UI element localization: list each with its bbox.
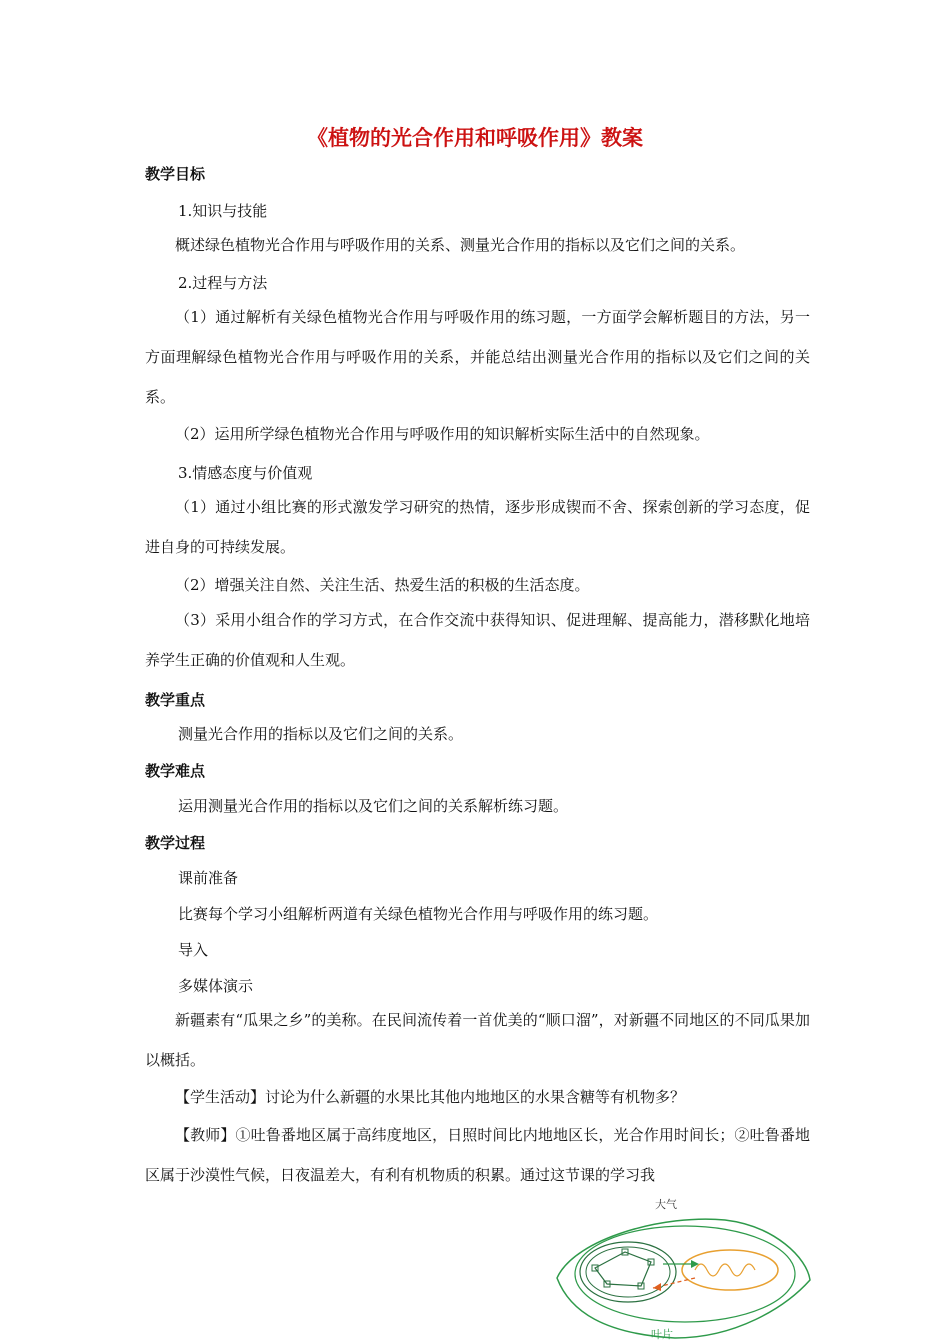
paragraph-student-activity: 【学生活动】讨论为什么新疆的水果比其他内地地区的水果含糖等有机物多？	[175, 1088, 686, 1106]
paragraph-attitude-2: （2）增强关注自然、关注生活、热爱生活的积极的生活态度。	[175, 576, 590, 594]
paragraph-teaching-key: 测量光合作用的指标以及它们之间的关系。	[178, 725, 464, 743]
paragraph-teaching-difficulty: 运用测量光合作用的指标以及它们之间的关系解析练习题。	[178, 797, 569, 815]
paragraph-teacher: 【教师】①吐鲁番地区属于高纬度地区，日照时间比内地地区长，光合作用时间长；②吐鲁番地区属于沙漠性气候，日夜温差大，有利有机物质的积累。通过这节课的学习我	[145, 1126, 810, 1184]
heading-teaching-goals: 教学目标	[145, 165, 206, 183]
paragraph-attitude-3: （3）采用小组合作的学习方式，在合作交流中获得知识、促进理解、提高能力，潜移默化地培养学生正确的价值观和人生观。	[145, 611, 810, 669]
leaf-cell-diagram	[545, 1188, 815, 1344]
heading-teaching-key: 教学重点	[145, 691, 206, 709]
subheading-preparation: 课前准备	[178, 869, 239, 887]
o2-arrow-head	[691, 1260, 699, 1268]
calvin-cycle-loop	[595, 1252, 651, 1286]
document-title: 《植物的光合作用和呼吸作用》教案	[307, 126, 643, 150]
mitochondrion-cristae	[695, 1264, 755, 1276]
subheading-introduction: 导入	[178, 941, 209, 959]
diagram-label-leaf: 叶片	[651, 1328, 673, 1341]
subheading-process-method: 2.过程与方法	[178, 274, 268, 292]
paragraph-process-method-2: （2）运用所学绿色植物光合作用与呼吸作用的知识解析实际生活中的自然现象。	[175, 425, 710, 443]
mitochondrion	[682, 1250, 778, 1290]
leaf-outline	[557, 1219, 810, 1338]
paragraph-xinjiang: 新疆素有“瓜果之乡”的美称。在民间流传着一首优美的“顺口溜”，对新疆不同地区的不同瓜果加以概括。	[145, 1011, 810, 1069]
paragraph-attitude-1: （1）通过小组比赛的形式激发学习研究的热情，逐步形成锲而不舍、探索创新的学习态度，促进自身的可持续发展。	[145, 498, 810, 556]
heading-teaching-difficulty: 教学难点	[145, 762, 206, 780]
cell-membrane	[575, 1226, 795, 1322]
paragraph-process-method-1: （1）通过解析有关绿色植物光合作用与呼吸作用的练习题，一方面学会解析题目的方法，另一方面理解绿色植物光合作用与呼吸作用的关系，并能总结出测量光合作用的指标以及它们之间的关系。	[145, 308, 810, 406]
paragraph-preparation: 比赛每个学习小组解析两道有关绿色植物光合作用与呼吸作用的练习题。	[178, 905, 659, 923]
paragraph-knowledge-skills: 概述绿色植物光合作用与呼吸作用的关系、测量光合作用的指标以及它们之间的关系。	[175, 236, 746, 254]
subheading-multimedia: 多媒体演示	[178, 977, 254, 995]
subheading-attitude-values: 3.情感态度与价值观	[178, 464, 313, 482]
diagram-label-atmosphere: 大气	[655, 1198, 677, 1211]
heading-teaching-process: 教学过程	[145, 834, 206, 852]
subheading-knowledge-skills: 1.知识与技能	[178, 202, 268, 220]
